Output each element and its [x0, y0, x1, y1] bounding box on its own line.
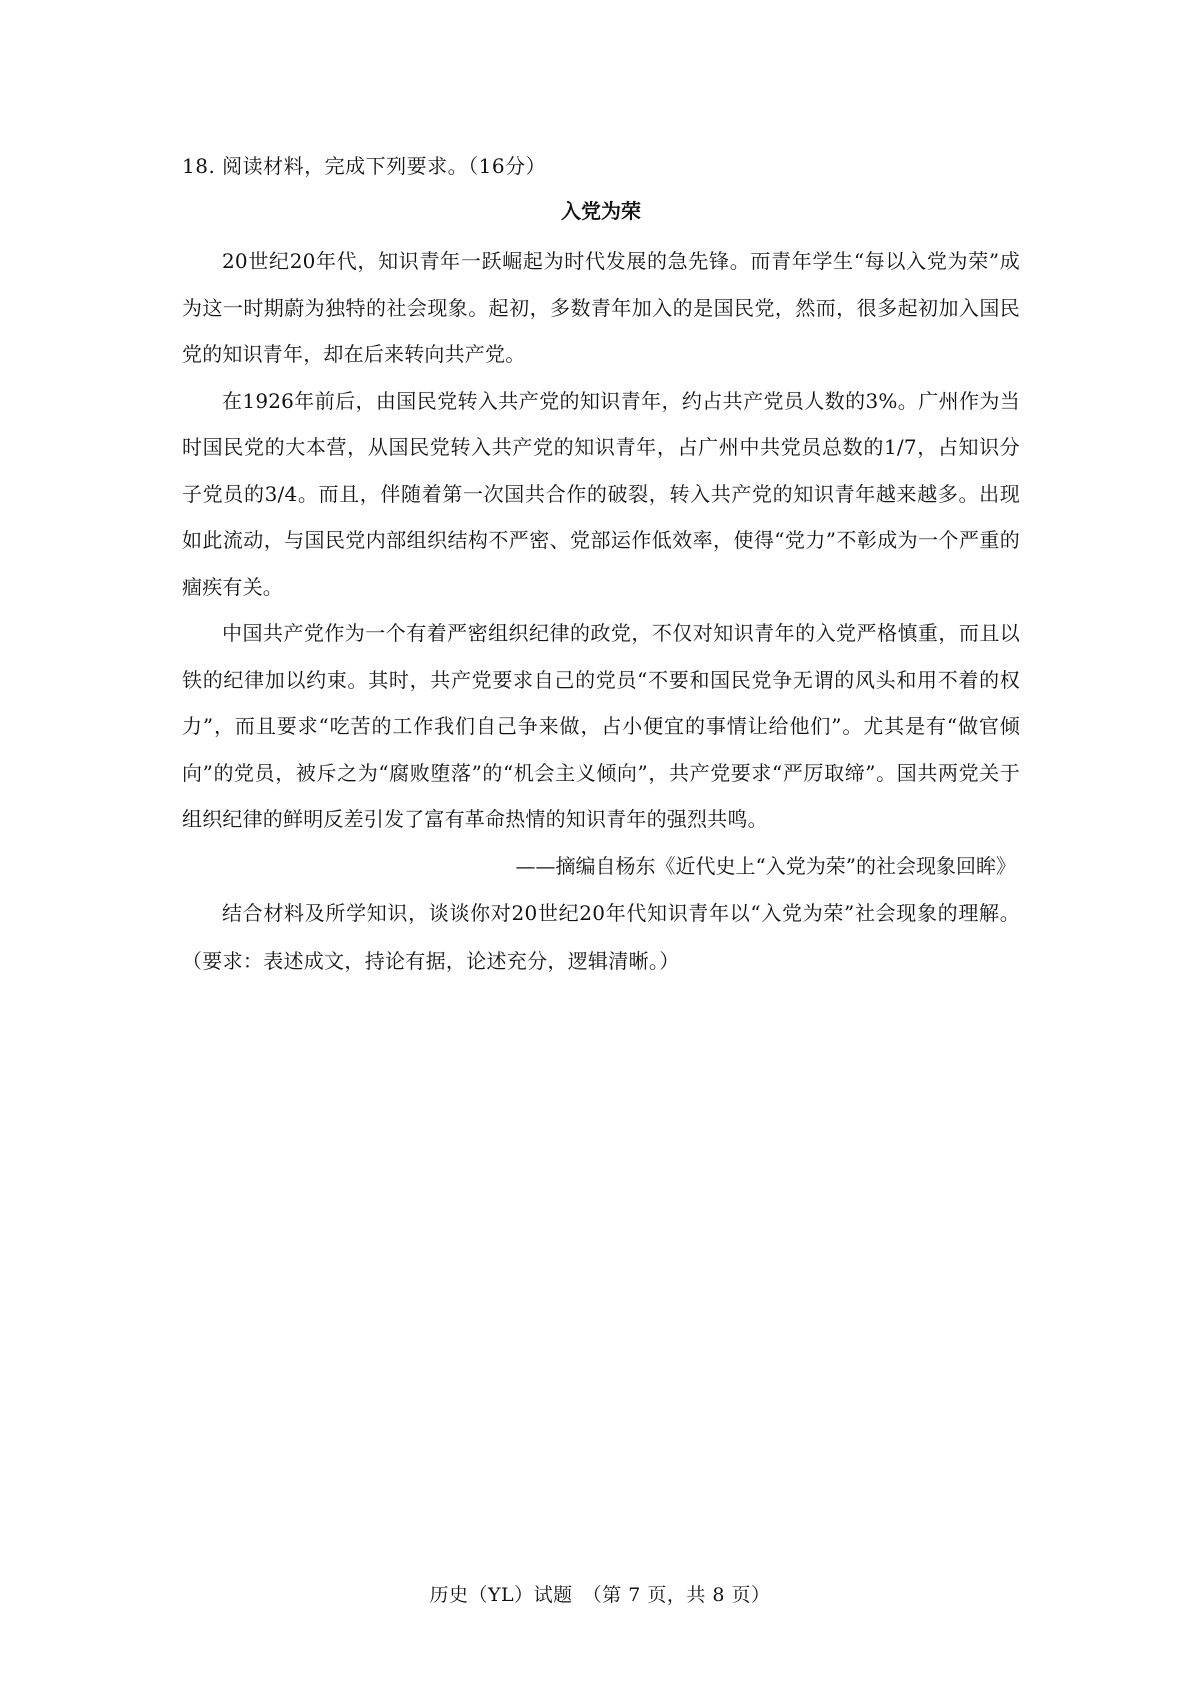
- material-source: ——摘编自杨东《近代史上“入党为荣”的社会现象回眸》: [515, 853, 1016, 878]
- material-title: 入党为荣: [561, 199, 641, 223]
- material-paragraph-1: 20世纪20年代，知识青年一跃崛起为时代发展的急先锋。而青年学生“每以入党为荣”成为这一时期蔚为独特的社会现象。起初，多数青年加入的是国民党，然而，很多起初加入国民党的知识青年，却在后来转向共产党。: [182, 249, 1020, 366]
- question-title: 18. 阅读材料，完成下列要求。（16分）: [182, 154, 547, 178]
- material-paragraph-3: 中国共产党作为一个有着严密组织纪律的政党，不仅对知识青年的入党严格慎重，而且以铁的纪律加以约束。其时，共产党要求自己的党员“不要和国民党争无谓的风头和用不着的权力”，而且要求“吃苦的工作我们自己争来做，占小便宜的事情让给他们”。尤其是有“做官倾向”的党员，被斥之为“腐败堕落”的“机会主义倾向”，共产党要求“严厉取缔”。国共两党关于组织纪律的鲜明反差引发了富有革命热情的知识青年的强烈共鸣。: [182, 621, 1020, 831]
- material-paragraph-2: 在1926年前后，由国民党转入共产党的知识青年，约占共产党员人数的3%。广州作为当时国民党的大本营，从国民党转入共产党的知识青年，占广州中共党员总数的1/7，占知识分子党员的3/4。而且，伴随着第一次国共合作的破裂，转入共产党的知识青年越来越多。出现如此流动，与国民党内部组织结构不严密、党部运作低效率，使得“党力”不彰成为一个严重的痼疾有关。: [182, 388, 1020, 599]
- page-footer: 历史（YL）试题 （第 7 页，共 8 页）: [429, 1584, 771, 1606]
- question-block: [182, 150, 1020, 985]
- question-task: 结合材料及所学知识，谈谈你对20世纪20年代知识青年以“入党为荣”社会现象的理解。（要求：表述成文，持论有据，论述充分，逻辑清晰。）: [182, 900, 1020, 973]
